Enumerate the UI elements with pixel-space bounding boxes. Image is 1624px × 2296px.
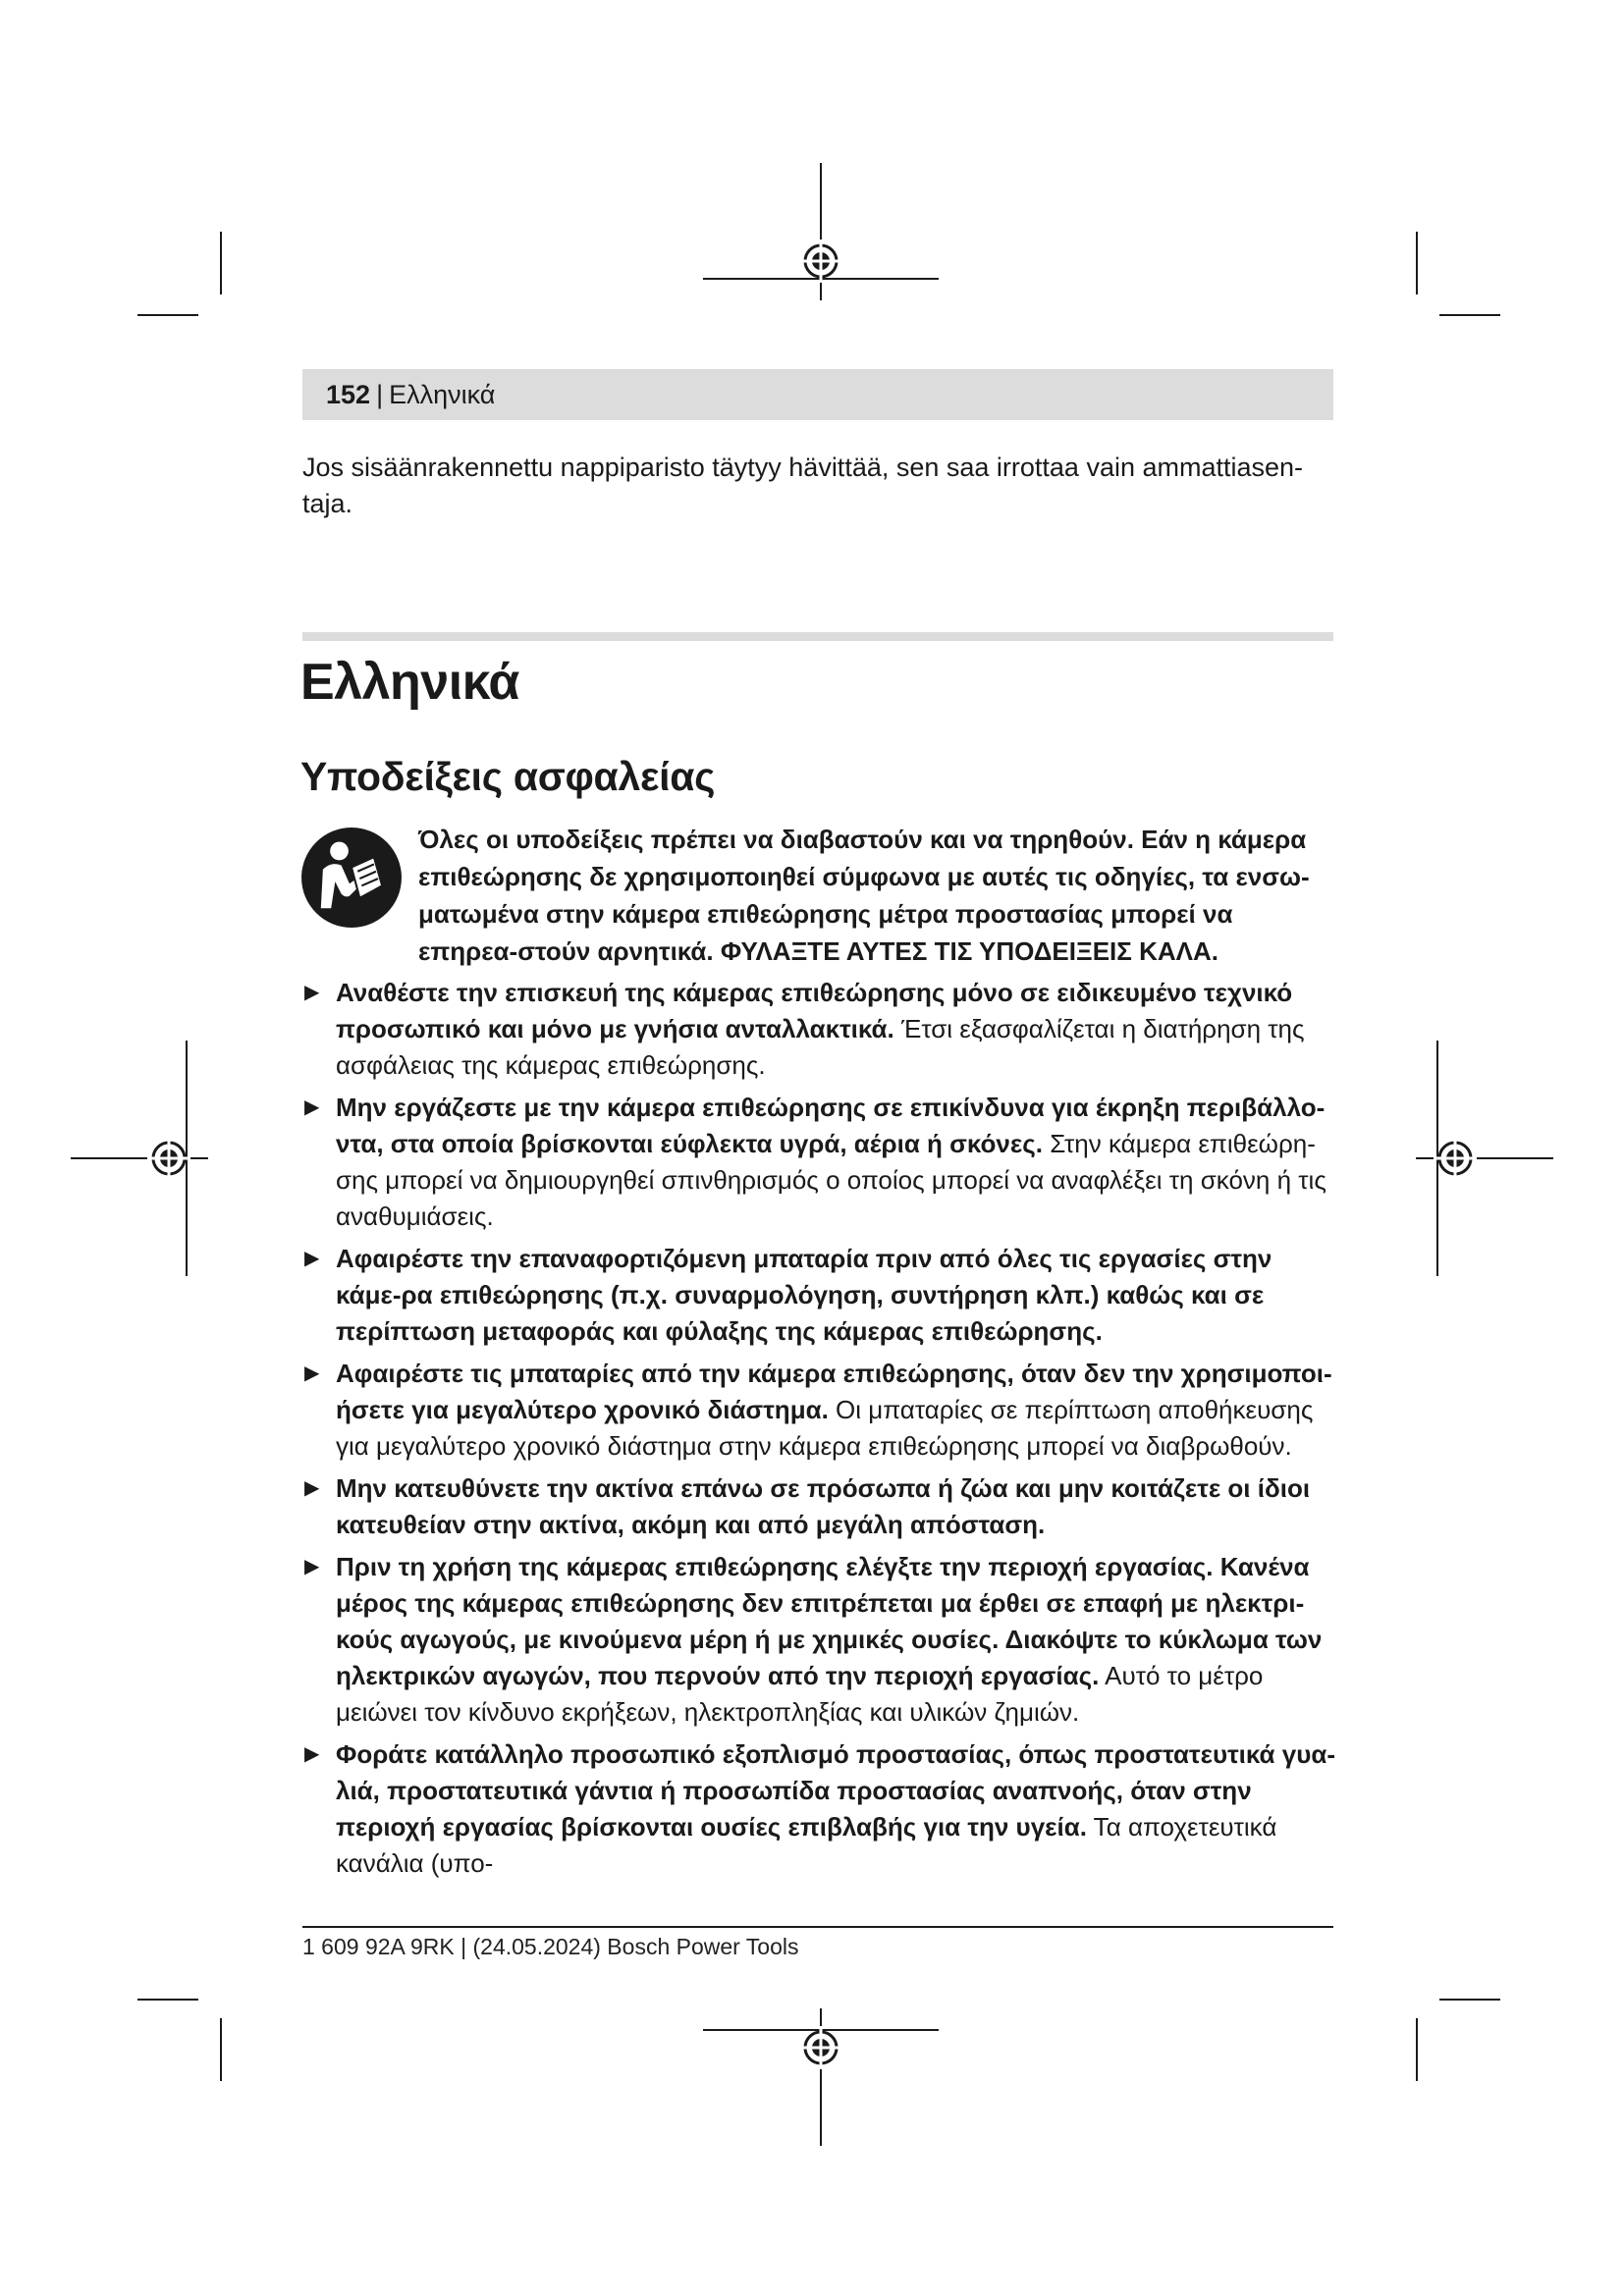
footer-divider xyxy=(302,1926,1333,1928)
crop-mark xyxy=(1416,2018,1418,2081)
header-separator: | xyxy=(376,379,384,409)
list-item xyxy=(302,1090,1343,1235)
bullet-arrow-icon: ▶ xyxy=(304,1248,320,1269)
registration-mark-bottom xyxy=(703,2008,939,2146)
page-number: 152 xyxy=(326,379,371,409)
list-item xyxy=(302,1549,1343,1731)
list-item xyxy=(302,1736,1343,1882)
crop-mark xyxy=(1439,1999,1500,2001)
intro-paragraph: Jos sisäänrakennettu nappiparisto täytyy hävittää, sen saa irrottaa vain ammattiasen-taja. xyxy=(302,453,1304,518)
list-item xyxy=(302,1356,1343,1465)
registration-mark-right xyxy=(1416,1041,1553,1276)
bullet-arrow-icon: ▶ xyxy=(304,982,320,1003)
bullet-arrow-icon: ▶ xyxy=(304,1362,320,1384)
list-item xyxy=(302,1241,1343,1350)
read-manual-icon xyxy=(300,827,403,929)
page-title: Ελληνικά xyxy=(300,654,519,711)
warning-text: Έτσι εξασφαλίζεται η διατήρηση της ασφάλειας της κάμερας επιθεώρησης. xyxy=(336,1014,1305,1080)
section-divider xyxy=(302,632,1333,641)
general-safety-warning: Όλες οι υποδείξεις πρέπει να διαβαστούν και να τηρηθούν. Εάν η κάμερα επιθεώρησης δε χρησιμοποιηθεί σύμφωνα με αυτές τις οδηγίες, τα ενσω-ματωμένα στην κάμερα επιθεώρησης μέτρα προστασίας μπορεί να επηρεα-στούν αρνητικά. ΦΥΛΑΞΤΕ ΑΥΤΕΣ ΤΙΣ ΥΠΟΔΕΙΞΕΙΣ ΚΑΛΑ. xyxy=(418,825,1310,966)
warning-bold-text: Αφαιρέστε τις μπαταρίες από την κάμερα επιθεώρησης, όταν δεν την χρησιμοποι-ήσετε για μεγαλύτερο χρονικό διάστημα. xyxy=(336,1359,1332,1424)
crop-mark xyxy=(137,314,198,316)
running-header xyxy=(302,369,1333,420)
bullet-arrow-icon: ▶ xyxy=(304,1743,320,1765)
list-item xyxy=(302,1470,1343,1543)
list-item xyxy=(302,975,1343,1084)
warning-bold-text: Πριν τη χρήση της κάμερας επιθεώρησης ελέγξτε την περιοχή εργασίας. Κανένα μέρος της κάμερας επιθεώρησης δεν επιτρέπεται μα έρθει σε επαφή με ηλεκτρι-κούς αγωγούς, με κινούμενα μέρη ή με χημικές ουσίες. Διακόψτε το κύκλωμα των ηλεκτρικών αγωγών, που περνούν από την περιοχή εργασίας. xyxy=(336,1552,1323,1690)
crop-mark xyxy=(1416,232,1418,294)
warning-text: Αυτό το μέτρο μειώνει τον κίνδυνο εκρήξεων, ηλεκτροπληξίας και υλικών ζημιών. xyxy=(336,1661,1264,1727)
warning-bold-text: Μην κατευθύνετε την ακτίνα επάνω σε πρόσωπα ή ζώα και μην κοιτάζετε οι ίδιοι κατευθείαν στην ακτίνα, ακόμη και από μεγάλη απόσταση. xyxy=(336,1473,1311,1539)
warning-bold-text: Αφαιρέστε την επαναφορτιζόμενη μπαταρία πριν από όλες τις εργασίες στην κάμε-ρα επιθεώρησης (π.χ. συναρμολόγηση, συντήρηση κλπ.) καθώς και σε περίπτωση μεταφοράς και φύλαξης της κάμερας επιθεώρησης. xyxy=(336,1244,1272,1346)
bullet-arrow-icon: ▶ xyxy=(304,1477,320,1499)
crop-mark xyxy=(137,1999,198,2001)
registration-mark-top xyxy=(703,163,939,300)
warning-bold-text: Αναθέστε την επισκευή της κάμερας επιθεώρησης μόνο σε ειδικευμένο τεχνικό προσωπικό και μόνο με γνήσια ανταλλακτικά. xyxy=(336,978,1293,1043)
crop-mark xyxy=(1439,314,1500,316)
warning-bold-text: Μην εργάζεστε με την κάμερα επιθεώρησης σε επικίνδυνα για έκρηξη περιβάλλο-ντα, στα οποία βρίσκονται εύφλεκτα υγρά, αέρια ή σκόνες. xyxy=(336,1093,1326,1158)
warning-bold-text: Φοράτε κατάλληλο προσωπικό εξοπλισμό προστασίας, όπως προστατευτικά γυα-λιά, προστατευτικά γάντια ή προσωπίδα προστασίας αναπνοής, όταν στην περιοχή εργασίας βρίσκονται ουσίες επιβλαβής για την υγεία. xyxy=(336,1739,1335,1842)
bullet-arrow-icon: ▶ xyxy=(304,1556,320,1577)
bullet-arrow-icon: ▶ xyxy=(304,1096,320,1118)
warning-text: Τα αποχετευτικά κανάλια (υπο- xyxy=(336,1812,1277,1878)
warning-text: Στην κάμερα επιθεώρη-σης μπορεί να δημιουργηθεί σπινθηρισμός ο οποίος μπορεί να αναφλέξει τη σκόνη ή τις αναθυμιάσεις. xyxy=(336,1129,1326,1231)
registration-mark-left xyxy=(71,1041,208,1276)
crop-mark xyxy=(220,232,222,294)
warning-list xyxy=(302,975,1343,1888)
page-footer: 1 609 92A 9RK | (24.05.2024) Bosch Power Tools xyxy=(302,1934,799,1959)
crop-mark xyxy=(220,2018,222,2081)
header-section: Ελληνικά xyxy=(389,379,496,409)
warning-text: Οι μπαταρίες σε περίπτωση αποθήκευσης για μεγαλύτερο χρονικό διάστημα στην κάμερα επιθεώρησης μπορεί να διαβρωθούν. xyxy=(336,1395,1314,1461)
section-heading: Υποδείξεις ασφαλείας xyxy=(300,754,716,799)
